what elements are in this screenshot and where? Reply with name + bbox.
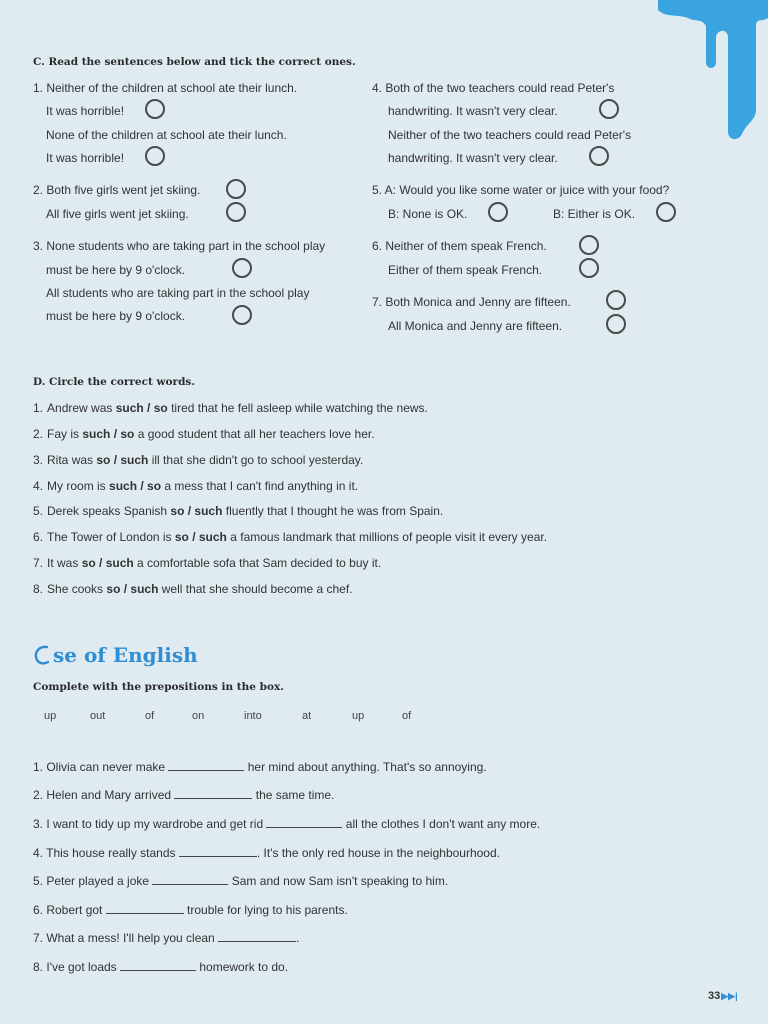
answer-blank[interactable] (174, 787, 252, 799)
use-of-english-title: se of English (53, 643, 198, 667)
box-word: up (44, 710, 57, 722)
sentence-end: a comfortable sofa that Sam decided to buy it. (133, 556, 382, 570)
answer-blank[interactable] (218, 930, 296, 942)
c-item-5-option-a: B: None is OK. (388, 207, 468, 221)
c-item-3-line-1: 3. None students who are taking part in the school play (33, 239, 326, 253)
c-item-1-line-3: None of the children at school ate their lunch. (46, 128, 287, 142)
word-choice-options[interactable]: such / so (109, 479, 162, 493)
fill-in-sentence-row (33, 930, 299, 945)
c-item-4-line-2: handwriting. It wasn't very clear. (388, 104, 558, 118)
c-item-7-line-1: 7. Both Monica and Jenny are fifteen. (372, 295, 571, 309)
sentence-start: 8. I've got loads (33, 960, 121, 974)
tick-circle[interactable] (606, 290, 626, 310)
use-of-english-instruction: Complete with the prepositions in the box. (33, 681, 284, 693)
circle-sentence-row (33, 556, 381, 570)
sentence-start: 7. What a mess! I'll help you clean (33, 931, 219, 945)
sentence-end: Sam and now Sam isn't speaking to him. (228, 874, 449, 888)
page-number-text: 33 (708, 990, 721, 1002)
sentence-end: . (296, 931, 300, 945)
tick-circle[interactable] (599, 99, 619, 119)
c-item-1-line-4: It was horrible! (46, 151, 125, 165)
c-item-5-option-b: B: Either is OK. (553, 207, 636, 221)
item-number: 8. (33, 582, 44, 596)
answer-blank[interactable] (152, 873, 228, 885)
tick-circle[interactable] (226, 202, 246, 222)
sentence-end: tired that he fell asleep while watching the news. (167, 401, 428, 415)
c-item-7-line-2: All Monica and Jenny are fifteen. (388, 319, 563, 333)
sentence-start: 2. Helen and Mary arrived (33, 788, 175, 802)
circle-sentence-row (33, 479, 358, 493)
word-choice-options[interactable]: so / such (106, 582, 159, 596)
c-item-3-line-4: must be here by 9 o'clock. (46, 309, 186, 323)
box-word: at (302, 710, 312, 722)
fill-in-sentence-row (33, 959, 288, 974)
item-number: 2. (33, 427, 44, 441)
tick-circle[interactable] (226, 179, 246, 199)
tick-circle[interactable] (145, 99, 165, 119)
word-choice-options[interactable]: such / so (82, 427, 135, 441)
fill-in-sentence-row (33, 873, 448, 888)
box-word: of (402, 710, 412, 722)
sentence-start: 1. Olivia can never make (33, 760, 169, 774)
circle-sentence-row (33, 427, 375, 441)
c-item-4-line-3: Neither of the two teachers could read Peter's (388, 128, 632, 142)
word-choice-options[interactable]: so / such (81, 556, 134, 570)
circle-sentence-row (33, 582, 353, 596)
item-number: 6. (33, 530, 44, 544)
sentence-start: She cooks (47, 582, 107, 596)
sentence-start: Fay is (47, 427, 83, 441)
tick-circle[interactable] (589, 146, 609, 166)
sentence-start: 5. Peter played a joke (33, 874, 153, 888)
c-item-6-line-2: Either of them speak French. (388, 263, 543, 277)
word-choice-options[interactable]: so / such (174, 530, 227, 544)
tick-circle[interactable] (579, 235, 599, 255)
tick-circle[interactable] (232, 258, 252, 278)
sentence-end: homework to do. (196, 960, 289, 974)
c-item-4-line-4: handwriting. It wasn't very clear. (388, 151, 558, 165)
answer-blank[interactable] (179, 845, 257, 857)
sentence-end: well that she should become a chef. (158, 582, 353, 596)
c-item-1-line-1: 1. Neither of the children at school ate their lunch. (33, 81, 298, 95)
section-d-heading: D. Circle the correct words. (33, 376, 195, 388)
sentence-start: Andrew was (47, 401, 116, 415)
answer-blank[interactable] (106, 902, 184, 914)
sentence-start: It was (47, 556, 82, 570)
c-item-5-line-1: 5. A: Would you like some water or juice with your food? (372, 183, 670, 197)
fill-in-sentence-row (33, 759, 487, 774)
sentence-end: ill that she didn't go to school yesterday. (148, 453, 364, 467)
sentence-end: . It's the only red house in the neighbourhood. (256, 846, 500, 860)
sentence-start: 3. I want to tidy up my wardrobe and get rid (33, 817, 267, 831)
tick-circle[interactable] (579, 258, 599, 278)
page-number (708, 990, 738, 1002)
c-item-2-line-2: All five girls went jet skiing. (46, 207, 189, 221)
box-word: of (145, 710, 155, 722)
box-word: up (352, 710, 365, 722)
circle-sentence-row (33, 401, 428, 415)
word-choice-options[interactable]: so / such (96, 453, 149, 467)
word-choice-options[interactable]: such / so (115, 401, 168, 415)
answer-blank[interactable] (120, 959, 196, 971)
tick-circle[interactable] (488, 202, 508, 222)
paint-drip-decoration (658, 0, 768, 150)
box-word: on (192, 710, 205, 722)
sentence-start: Rita was (47, 453, 97, 467)
sentence-end: a famous landmark that millions of people visit it every year. (226, 530, 548, 544)
sentence-end: a good student that all her teachers love her. (134, 427, 375, 441)
sentence-start: The Tower of London is (47, 530, 175, 544)
next-page-arrows-icon: ▶▶| (721, 991, 738, 1001)
c-item-3-line-2: must be here by 9 o'clock. (46, 263, 186, 277)
c-item-2-line-1: 2. Both five girls went jet skiing. (33, 183, 201, 197)
c-item-6-line-1: 6. Neither of them speak French. (372, 239, 547, 253)
sentence-end: a mess that I can't find anything in it. (161, 479, 359, 493)
tick-circle[interactable] (606, 314, 626, 334)
word-choice-options[interactable]: so / such (170, 504, 223, 518)
fill-in-sentence-row (33, 816, 540, 831)
tick-circle[interactable] (232, 305, 252, 325)
u-letter-icon (33, 644, 51, 666)
fill-in-sentence-row (33, 845, 500, 860)
fill-in-sentence-row (33, 787, 334, 802)
box-word: into (244, 710, 262, 722)
circle-sentence-row (33, 504, 443, 518)
circle-sentence-row (33, 530, 547, 544)
answer-blank[interactable] (168, 759, 244, 771)
answer-blank[interactable] (266, 816, 342, 828)
tick-circle[interactable] (145, 146, 165, 166)
sentence-start: 6. Robert got (33, 903, 106, 917)
box-word: out (90, 710, 106, 722)
c-item-1-line-2: It was horrible! (46, 104, 125, 118)
sentence-start: Derek speaks Spanish (47, 504, 171, 518)
c-item-4-line-1: 4. Both of the two teachers could read Peter's (372, 81, 615, 95)
tick-circle[interactable] (656, 202, 676, 222)
sentence-end: fluently that I thought he was from Spain. (222, 504, 444, 518)
item-number: 5. (33, 504, 44, 518)
section-c-heading: C. Read the sentences below and tick the correct ones. (33, 56, 356, 68)
c-item-3-line-3: All students who are taking part in the school play (46, 286, 310, 300)
sentence-end: her mind about anything. That's so annoying. (244, 760, 487, 774)
item-number: 7. (33, 556, 44, 570)
item-number: 1. (33, 401, 44, 415)
sentence-start: 4. This house really stands (33, 846, 179, 860)
fill-in-sentence-row (33, 902, 348, 917)
sentence-end: the same time. (252, 788, 335, 802)
use-of-english-header (33, 643, 198, 667)
item-number: 3. (33, 453, 44, 467)
sentence-end: all the clothes I don't want any more. (342, 817, 541, 831)
circle-sentence-row (33, 453, 363, 467)
sentence-end: trouble for lying to his parents. (183, 903, 348, 917)
item-number: 4. (33, 479, 44, 493)
sentence-start: My room is (47, 479, 110, 493)
